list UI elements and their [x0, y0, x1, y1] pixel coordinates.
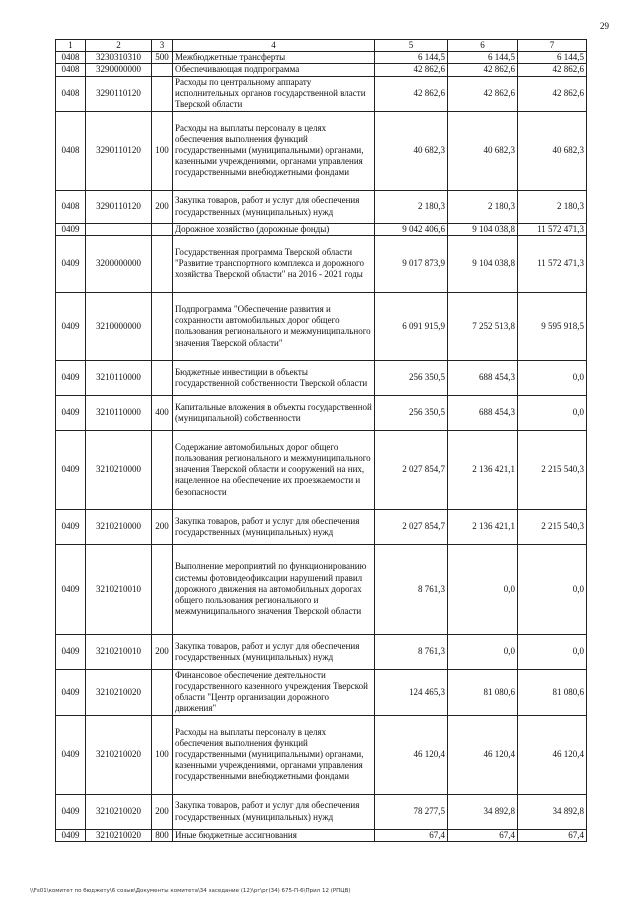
section-cell: 0409 — [56, 669, 86, 715]
header-cell: 7 — [518, 40, 587, 52]
value-2019-cell: 256 350,5 — [375, 395, 448, 430]
table-row — [56, 235, 587, 292]
value-2021-cell: 11 572 471,3 — [518, 223, 587, 235]
type-cell — [152, 544, 173, 634]
table-row — [56, 669, 587, 715]
section-cell: 0409 — [56, 223, 86, 235]
table-row — [56, 292, 587, 360]
value-2020-cell: 9 104 038,8 — [448, 223, 518, 235]
value-2021-cell: 2 215 540,3 — [518, 509, 587, 544]
section-cell: 0408 — [56, 64, 86, 76]
code-cell — [86, 223, 152, 235]
section-cell: 0408 — [56, 190, 86, 223]
value-2021-cell: 11 572 471,3 — [518, 235, 587, 292]
code-cell: 3210000000 — [86, 292, 152, 360]
name-cell: Расходы на выплаты персоналу в целях обеспечения выполнения функций государственными (муниципальными) органами, казенными учреждениями, органами управления государственными внебюджетными фондами — [173, 715, 375, 794]
value-2021-cell: 34 892,8 — [518, 794, 587, 829]
type-cell: 200 — [152, 794, 173, 829]
file-path-footer: \\Fs01\комитет по бюджету\6 созыв\Документы комитета\34 заседание (12)\рг\рг(34) 675-П-6\Прил 12 (РПЦВ) — [30, 888, 351, 894]
value-2019-cell: 8 761,3 — [375, 634, 448, 669]
table-row — [56, 223, 587, 235]
code-cell: 3210210020 — [86, 794, 152, 829]
table-row — [56, 190, 587, 223]
header-cell: 2 — [86, 40, 152, 52]
name-cell: Межбюджетные трансферты — [173, 52, 375, 64]
name-cell: Государственная программа Тверской области "Развитие транспортного комплекса и дорожного хозяйства Тверской области" на 2016 - 2021 годы — [173, 235, 375, 292]
value-2019-cell: 78 277,5 — [375, 794, 448, 829]
type-cell — [152, 292, 173, 360]
value-2019-cell: 6 091 915,9 — [375, 292, 448, 360]
value-2020-cell: 688 454,3 — [448, 360, 518, 395]
table-row — [56, 360, 587, 395]
code-cell: 3210210010 — [86, 544, 152, 634]
type-cell: 200 — [152, 634, 173, 669]
value-2019-cell: 8 761,3 — [375, 544, 448, 634]
type-cell — [152, 235, 173, 292]
section-cell: 0408 — [56, 111, 86, 190]
name-cell: Обеспечивающая подпрограмма — [173, 64, 375, 76]
type-cell — [152, 76, 173, 111]
code-cell: 3290110120 — [86, 190, 152, 223]
value-2019-cell: 2 180,3 — [375, 190, 448, 223]
page-number: 29 — [600, 21, 609, 31]
name-cell: Бюджетные инвестиции в объекты государственной собственности Тверской области — [173, 360, 375, 395]
value-2020-cell: 40 682,3 — [448, 111, 518, 190]
value-2019-cell: 40 682,3 — [375, 111, 448, 190]
type-cell — [152, 360, 173, 395]
code-cell: 3210110000 — [86, 360, 152, 395]
value-2019-cell: 42 862,6 — [375, 64, 448, 76]
value-2021-cell: 42 862,6 — [518, 64, 587, 76]
value-2020-cell: 34 892,8 — [448, 794, 518, 829]
value-2019-cell: 124 465,3 — [375, 669, 448, 715]
value-2021-cell: 67,4 — [518, 829, 587, 841]
section-cell: 0409 — [56, 829, 86, 841]
name-cell: Подпрограмма "Обеспечение развития и сохранности автомобильных дорог общего пользования регионального и межмуниципального значения Тверской области" — [173, 292, 375, 360]
value-2020-cell: 0,0 — [448, 544, 518, 634]
code-cell: 3230310310 — [86, 52, 152, 64]
value-2020-cell: 9 104 038,8 — [448, 235, 518, 292]
name-cell: Закупка товаров, работ и услуг для обеспечения государственных (муниципальных) нужд — [173, 794, 375, 829]
value-2021-cell: 6 144,5 — [518, 52, 587, 64]
value-2020-cell: 2 180,3 — [448, 190, 518, 223]
section-cell: 0409 — [56, 715, 86, 794]
value-2021-cell: 9 595 918,5 — [518, 292, 587, 360]
type-cell: 100 — [152, 111, 173, 190]
name-cell: Иные бюджетные ассигнования — [173, 829, 375, 841]
value-2020-cell: 688 454,3 — [448, 395, 518, 430]
type-cell: 200 — [152, 509, 173, 544]
table-row — [56, 395, 587, 430]
name-cell: Закупка товаров, работ и услуг для обеспечения государственных (муниципальных) нужд — [173, 634, 375, 669]
code-cell: 3210210000 — [86, 509, 152, 544]
type-cell — [152, 64, 173, 76]
value-2020-cell: 42 862,6 — [448, 64, 518, 76]
type-cell: 100 — [152, 715, 173, 794]
section-cell: 0409 — [56, 292, 86, 360]
name-cell: Расходы по центральному аппарату исполнительных органов государственной власти Тверской области — [173, 76, 375, 111]
table-row — [56, 829, 587, 841]
code-cell: 3210210010 — [86, 634, 152, 669]
value-2020-cell: 0,0 — [448, 634, 518, 669]
value-2021-cell: 0,0 — [518, 634, 587, 669]
header-cell: 6 — [448, 40, 518, 52]
value-2021-cell: 0,0 — [518, 544, 587, 634]
value-2021-cell: 2 180,3 — [518, 190, 587, 223]
name-cell: Расходы на выплаты персоналу в целях обеспечения выполнения функций государственными (муниципальными) органами, казенными учреждениями, органами управления государственными внебюджетными фондами — [173, 111, 375, 190]
value-2019-cell: 67,4 — [375, 829, 448, 841]
section-cell: 0409 — [56, 794, 86, 829]
name-cell: Закупка товаров, работ и услуг для обеспечения государственных (муниципальных) нужд — [173, 509, 375, 544]
type-cell — [152, 223, 173, 235]
value-2020-cell: 81 080,6 — [448, 669, 518, 715]
table-row — [56, 634, 587, 669]
value-2020-cell: 2 136 421,1 — [448, 509, 518, 544]
value-2020-cell: 67,4 — [448, 829, 518, 841]
code-cell: 3210210000 — [86, 430, 152, 509]
header-cell: 4 — [173, 40, 375, 52]
value-2019-cell: 42 862,6 — [375, 76, 448, 111]
name-cell: Выполнение мероприятий по функционированию системы фотовидеофиксации нарушений правил дорожного движения на автомобильных дорогах общего пользования регионального и межмуниципального значения Тверской области — [173, 544, 375, 634]
table-row — [56, 544, 587, 634]
type-cell: 500 — [152, 52, 173, 64]
value-2019-cell: 6 144,5 — [375, 52, 448, 64]
table-row — [56, 715, 587, 794]
table-row — [56, 111, 587, 190]
code-cell: 3290000000 — [86, 64, 152, 76]
name-cell: Дорожное хозяйство (дорожные фонды) — [173, 223, 375, 235]
value-2019-cell: 2 027 854,7 — [375, 430, 448, 509]
code-cell: 3290110120 — [86, 111, 152, 190]
section-cell: 0409 — [56, 235, 86, 292]
code-cell: 3290110120 — [86, 76, 152, 111]
value-2020-cell: 6 144,5 — [448, 52, 518, 64]
section-cell: 0409 — [56, 544, 86, 634]
value-2020-cell: 2 136 421,1 — [448, 430, 518, 509]
type-cell: 800 — [152, 829, 173, 841]
code-cell: 3210210020 — [86, 715, 152, 794]
table-row — [56, 430, 587, 509]
value-2019-cell: 256 350,5 — [375, 360, 448, 395]
name-cell: Содержание автомобильных дорог общего пользования регионального и межмуниципального значения Тверской области и сооружений на них, нацеленное на обеспечение их проезжаемости и безопасности — [173, 430, 375, 509]
section-cell: 0409 — [56, 430, 86, 509]
code-cell: 3210210020 — [86, 829, 152, 841]
value-2020-cell: 7 252 513,8 — [448, 292, 518, 360]
value-2019-cell: 46 120,4 — [375, 715, 448, 794]
type-cell — [152, 669, 173, 715]
section-cell: 0408 — [56, 52, 86, 64]
section-cell: 0408 — [56, 76, 86, 111]
type-cell — [152, 430, 173, 509]
value-2020-cell: 42 862,6 — [448, 76, 518, 111]
value-2021-cell: 0,0 — [518, 395, 587, 430]
section-cell: 0409 — [56, 634, 86, 669]
header-cell: 3 — [152, 40, 173, 52]
value-2019-cell: 9 042 406,6 — [375, 223, 448, 235]
type-cell: 400 — [152, 395, 173, 430]
value-2021-cell: 81 080,6 — [518, 669, 587, 715]
type-cell: 200 — [152, 190, 173, 223]
name-cell: Закупка товаров, работ и услуг для обеспечения государственных (муниципальных) нужд — [173, 190, 375, 223]
table-row — [56, 76, 587, 111]
header-cell: 5 — [375, 40, 448, 52]
value-2021-cell: 0,0 — [518, 360, 587, 395]
value-2021-cell: 46 120,4 — [518, 715, 587, 794]
value-2021-cell: 42 862,6 — [518, 76, 587, 111]
code-cell: 3200000000 — [86, 235, 152, 292]
table-row — [56, 794, 587, 829]
code-cell: 3210210020 — [86, 669, 152, 715]
value-2019-cell: 9 017 873,9 — [375, 235, 448, 292]
section-cell: 0409 — [56, 509, 86, 544]
table-row — [56, 509, 587, 544]
value-2019-cell: 2 027 854,7 — [375, 509, 448, 544]
name-cell: Капитальные вложения в объекты государственной (муниципальной) собственности — [173, 395, 375, 430]
section-cell: 0409 — [56, 360, 86, 395]
code-cell: 3210110000 — [86, 395, 152, 430]
value-2020-cell: 46 120,4 — [448, 715, 518, 794]
section-cell: 0409 — [56, 395, 86, 430]
budget-table — [55, 39, 587, 842]
value-2021-cell: 2 215 540,3 — [518, 430, 587, 509]
table-header-row — [56, 40, 587, 52]
value-2021-cell: 40 682,3 — [518, 111, 587, 190]
name-cell: Финансовое обеспечение деятельности государственного казенного учреждения Тверской области "Центр организации дорожного движения" — [173, 669, 375, 715]
table-row — [56, 64, 587, 76]
table-row — [56, 52, 587, 64]
header-cell: 1 — [56, 40, 86, 52]
